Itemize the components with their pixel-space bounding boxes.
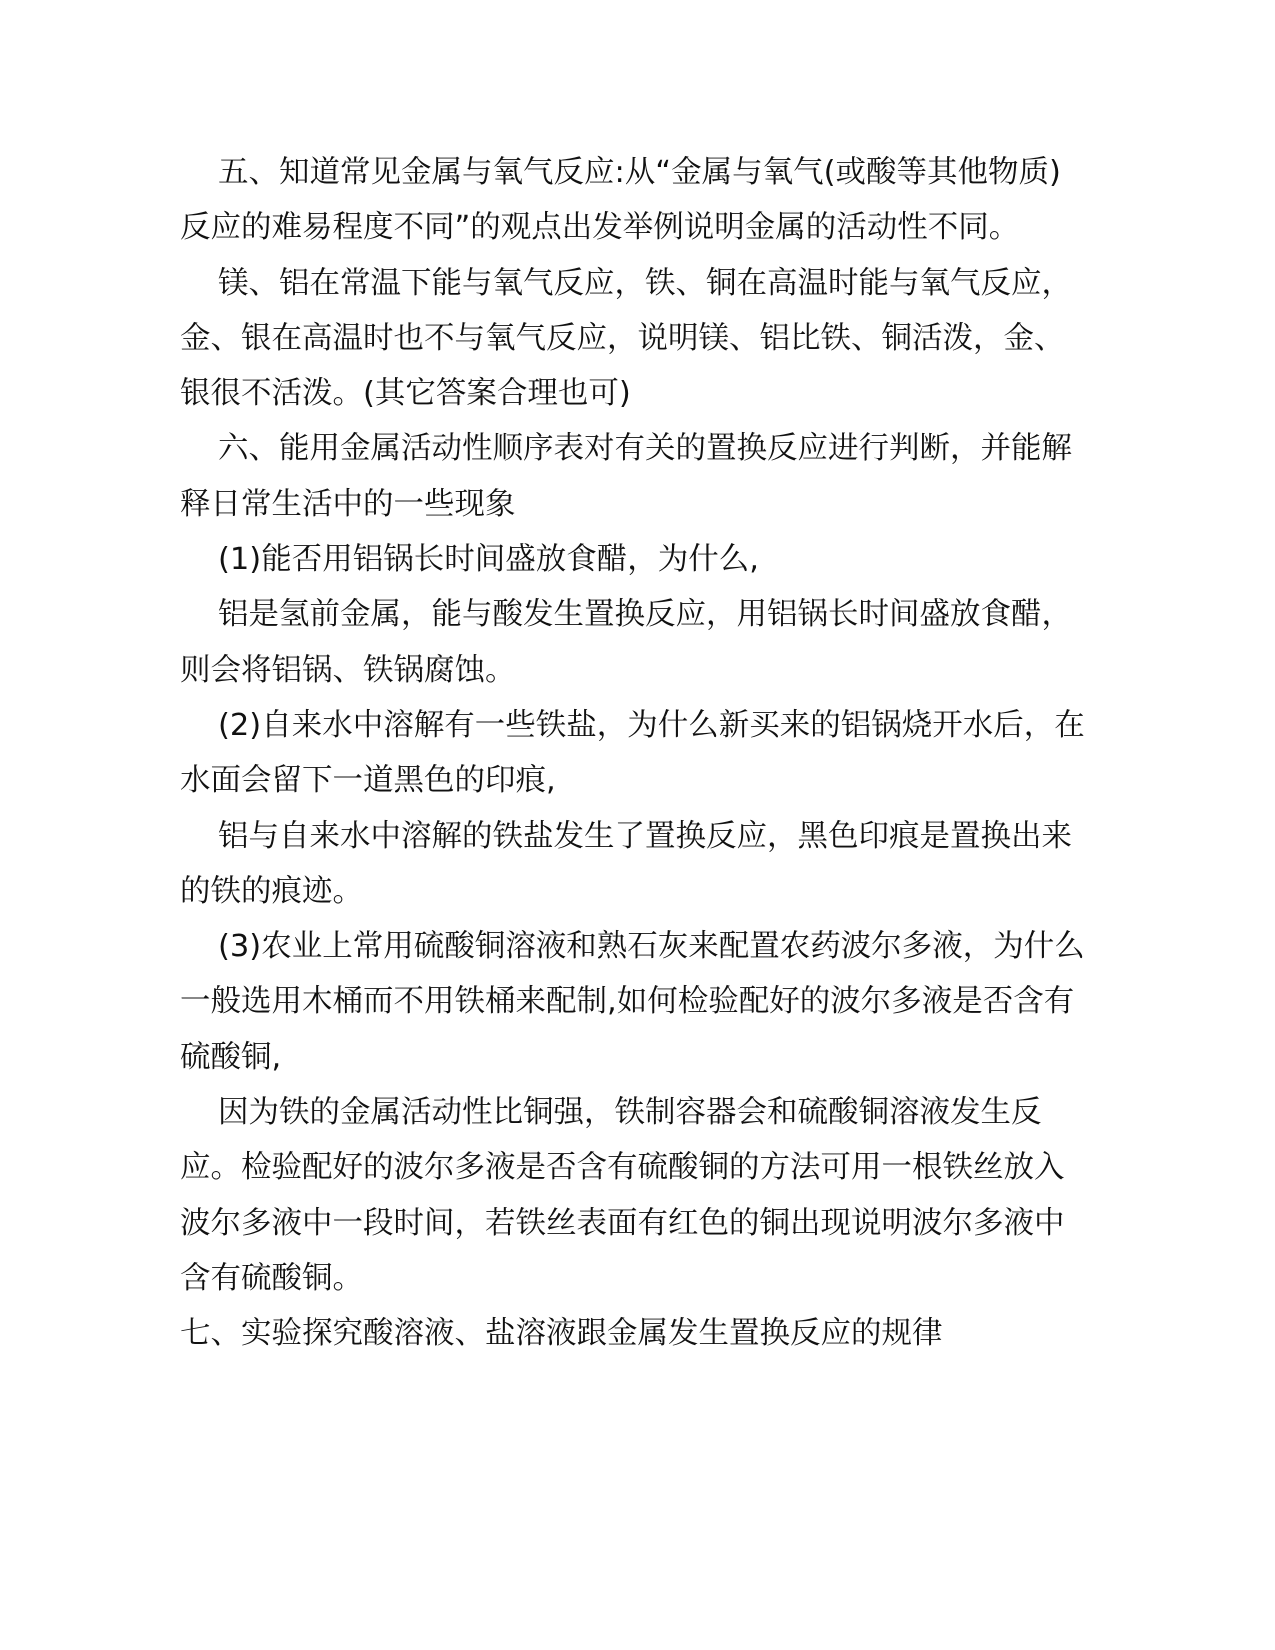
paragraph-answer-3: 因为铁的金属活动性比铜强，铁制容器会和硫酸铜溶液发生反应。检验配好的波尔多液是否含有硫酸铜的方法可用一根铁丝放入波尔多液中一段时间，若铁丝表面有红色的铜出现说明波尔多液中含有硫酸铜。 [180,1095,1065,1296]
paragraph-section-5-answer: 镁、铝在常温下能与氧气反应，铁、铜在高温时能与氧气反应，金、银在高温时也不与氧气反应，说明镁、铝比铁、铜活泼，金、银很不活泼。(其它答案合理也可) [180,265,1072,412]
paragraph-section-7-heading: 七、实验探究酸溶液、盐溶液跟金属发生置换反应的规律 [180,1316,943,1352]
paragraph-section-6-heading: 六、能用金属活动性顺序表对有关的置换反应进行判断，并能解释日常生活中的一些现象 [180,431,1072,522]
paragraph-question-2: (2)自来水中溶解有一些铁盐，为什么新买来的铝锅烧开水后，在水面会留下一道黑色的印痕, [180,707,1085,799]
paragraph-answer-1: 铝是氢前金属，能与酸发生置换反应，用铝锅长时间盛放食醋，则会将铝锅、铁锅腐蚀。 [180,597,1072,688]
document-page [180,145,1090,1362]
paragraph-question-1: (1)能否用铝锅长时间盛放食醋，为什么, [218,542,759,578]
paragraph-answer-2: 铝与自来水中溶解的铁盐发生了置换反应，黑色印痕是置换出来的铁的痕迹。 [180,818,1072,909]
paragraph-question-3: (3)农业上常用硫酸铜溶液和熟石灰来配置农药波尔多液，为什么一般选用木桶而不用铁桶来配制,如何检验配好的波尔多液是否含有硫酸铜, [180,929,1085,1075]
paragraph-section-5-heading: 五、知道常见金属与氧气反应:从“金属与氧气(或酸等其他物质)反应的难易程度不同”的观点出发举例说明金属的活动性不同。 [180,155,1061,246]
